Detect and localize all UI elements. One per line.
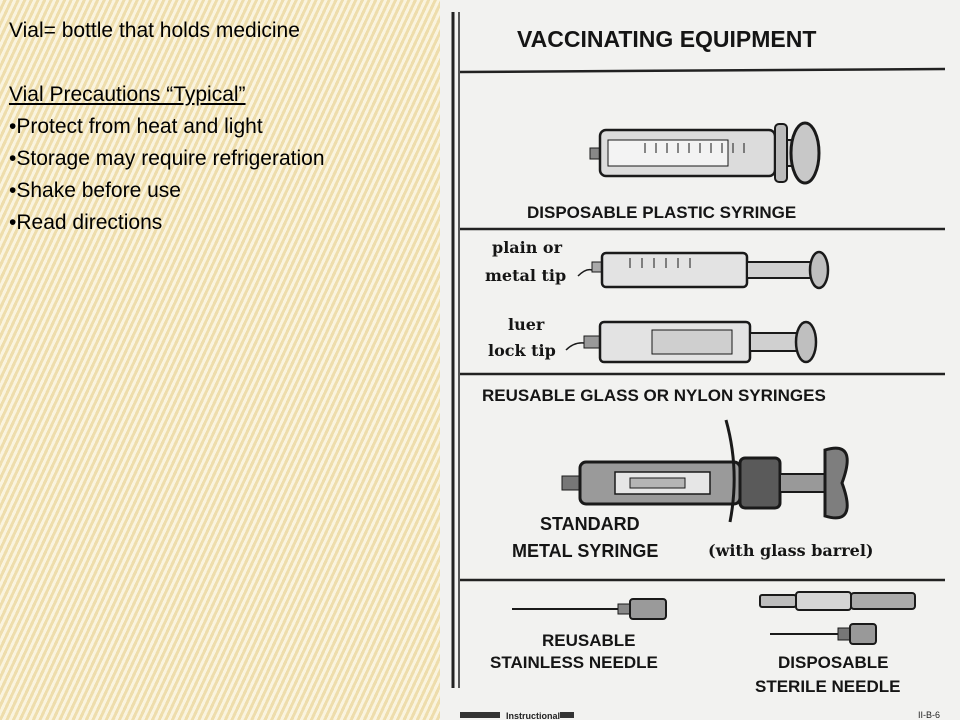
- metal-syringe-drawing: [562, 420, 847, 522]
- equipment-illustration: [440, 0, 960, 720]
- reusable-needle-label: STAINLESS NEEDLE: [490, 653, 658, 672]
- metal-syringe-label: STANDARD: [540, 514, 640, 534]
- metal-syringe-note: (with glass barrel): [708, 541, 874, 560]
- precaution-item: • Protect from heat and light: [9, 111, 429, 143]
- precaution-item: • Read directions: [9, 207, 429, 239]
- metal-syringe-label: METAL SYRINGE: [512, 541, 659, 561]
- precautions-list: [9, 111, 429, 239]
- vaccinating-equipment-figure: [440, 0, 960, 720]
- disposable-syringe-label: DISPOSABLE PLASTIC SYRINGE: [527, 203, 797, 222]
- precaution-item: • Storage may require refrigeration: [9, 143, 429, 175]
- figure-title: VACCINATING EQUIPMENT: [517, 26, 817, 52]
- section-divider: [460, 69, 945, 72]
- luer-lock-label: lock tip: [488, 341, 556, 360]
- disposable-needle-drawing: [760, 592, 915, 644]
- plain-tip-label: metal tip: [485, 266, 567, 285]
- footer-mark: [460, 712, 500, 718]
- disposable-needle-label: STERILE NEEDLE: [755, 677, 901, 696]
- slide-text-panel: [9, 15, 429, 239]
- footer-mark: [560, 712, 574, 718]
- luer-lock-syringe-drawing: [566, 322, 816, 362]
- reusable-needle-drawing: [512, 599, 666, 619]
- precaution-item: • Shake before use: [9, 175, 429, 207]
- plain-tip-label: plain or: [492, 238, 563, 257]
- spacer: [9, 47, 429, 79]
- plain-tip-syringe-drawing: [578, 252, 828, 288]
- vial-definition: Vial= bottle that holds medicine: [9, 19, 300, 42]
- footer-left-text: Instructional: [506, 711, 561, 720]
- footer-code: II-B-6: [918, 710, 941, 720]
- disposable-syringe-drawing: [590, 123, 819, 183]
- luer-lock-label: luer: [508, 315, 545, 334]
- reusable-needle-label: REUSABLE: [542, 631, 636, 650]
- disposable-needle-label: DISPOSABLE: [778, 653, 889, 672]
- precautions-heading: Vial Precautions “Typical”: [9, 83, 246, 106]
- reusable-syringes-label: REUSABLE GLASS OR NYLON SYRINGES: [482, 386, 826, 405]
